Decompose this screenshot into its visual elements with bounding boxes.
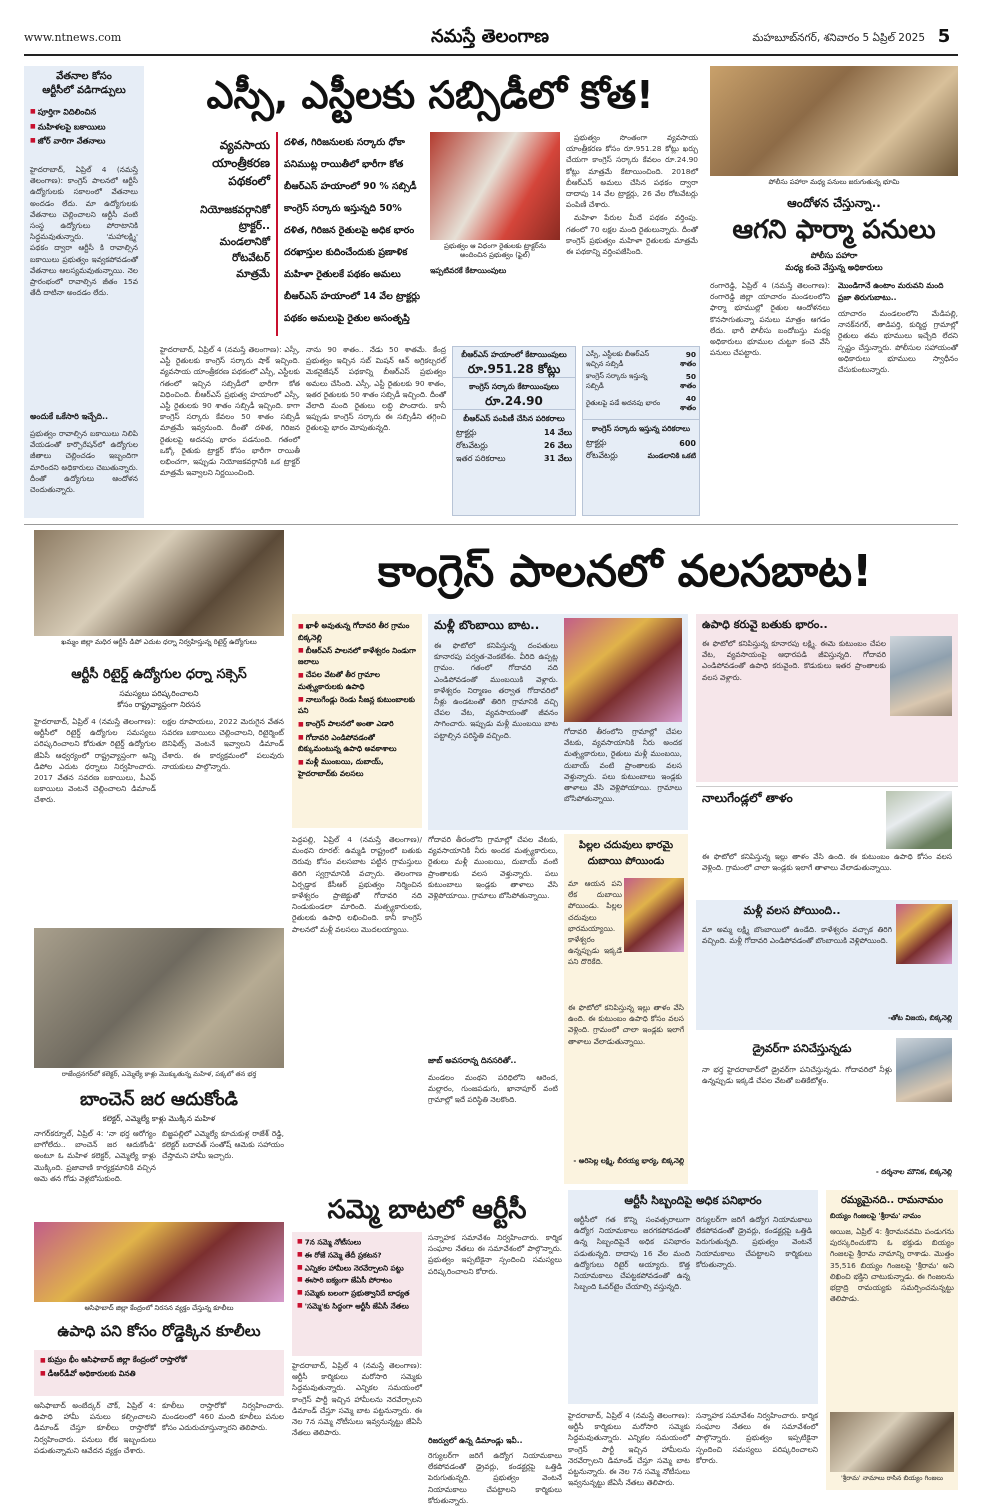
table-row [583,349,699,371]
vijaya-photo [896,904,952,964]
rice-photo-caption: 'శ్రీరామ' నామాలు రాసిన బియ్యం గింజలు [841,1474,943,1482]
bullet-item: ■ 'సమ్మె'కు సిద్ధంగా ఆర్టీసీ జేఏసీ నేతలు [297,1301,417,1312]
story1-body-right [566,132,698,340]
dubai-box [564,834,688,1184]
bullet-item: ■ ఎన్నికల హామీలు నెరవేర్చాలని పట్టు [297,1263,417,1274]
dubai-box-body: మా ఆయన పని లేక దుబాయి పోయిండు. పిల్లల చదువులు భారమయ్యాయి. కాళేశ్వరం ఉన్నప్పుడు ఇక్కడే పని దొరికేది. [568,879,622,967]
rtc-photo-caption: ఖమ్మం జిల్లా మధిర ఆర్టీసీ డిపో ఎదుట ధర్నా నిర్వహిస్తున్న రిటైర్డ్ ఉద్యోగులు [61,638,257,646]
bullet-item: ■ సమ్మెకు బలంగా ప్రభుత్వానిదే బాధ్యత [297,1288,417,1299]
table1-dist-title: బీఆర్ఎస్ పంపిణీ చేసిన పరికరాలు [453,409,575,427]
story3-subhead: జాబ్ అవసరాన్న దినసరితో.. [428,1056,517,1065]
driver-box [696,1034,958,1184]
left-box-title-line2: ఆర్టీసీలో వడిగాడ్పులు [42,85,126,96]
table-row [583,450,699,463]
workload-box [568,1190,818,1404]
table-cell: 90 శాతం [679,350,696,368]
header-rule [24,54,958,56]
story1-body-col3: నాను 90 శాతం.. నేడు 50 శాతమే. కేంద్ర ప్రభుత్వం ఇచ్చిన సబ్ మిషన్ ఆన్ అగ్రికల్చరల్ మెకనైజేషన్ పథకాన్ని బీఆర్ఎస్ ప్రభుత్వం అమలు చేసింది. ఎస్సీ, ఎస్టీ రైతులకు 90 శాతం, ఇతర రైతులకు 50 శాతం సబ్సిడీ ఇచ్చింది. దీంతో వేలాది మంది రైతులు లబ్ధి పొందారు. కానీ ఇప్పుడు కాంగ్రెస్ సర్కారు ఈ సబ్సిడీని తగ్గించి రైతులపై భారం మోపుతున్నది. [306,345,446,433]
mumbai-box-title: మళ్లీ బొంబాయి బాట.. [434,618,540,632]
deck-line: పనిముట్ల రాయితీలో భారీగా కోత [284,159,404,170]
mounika-photo [896,1038,952,1102]
table-cell: ట్రాక్టర్లు [586,438,607,447]
table1-congress-title: కాంగ్రెస్ సర్కారు కేటాయింపులు [453,377,575,393]
table-row [583,437,699,450]
bullet-item: ■ బీఆర్ఎస్ పాలనలో కాళేశ్వరం నిండుగా జలాలు [298,645,416,668]
story2-deck [710,250,958,276]
rtc-protest-photo [34,530,284,636]
table-cell: ఎస్సీ, ఎస్టీలకు బీఆర్ఎస్ ఇచ్చిన సబ్సిడీ [586,350,650,368]
story3-bullets-box [292,614,422,828]
table-cell: 40 శాతం [679,394,696,412]
story1-deck [276,132,422,336]
story7-body: హైదరాబాద్, ఏప్రిల్ 4 (నమస్తే తెలంగాణ): ఆర్టీసీ కార్మికులు మరోసారి సమ్మెకు సిద్ధమవుతున్నారు. ఎన్నికల సమయంలో కాంగ్రెస్ పార్టీ ఇచ్చిన హామీలను నెరవేర్చాలని డిమాండ్ చేస్తూ సమ్మె బాట పట్టనున్నారు. ఈ నెల 7న సమ్మె నోటీసులు ఇవ్వనున్నట్టు జేఏసీ నేతలు తెలిపారు. [292,1361,422,1438]
dateline: మహబూబ్‌నగర్, శనివారం 5 ఏప్రిల్ 2025 [752,32,925,44]
tractor-photo-caption: ప్రభుత్వం ఆ విధంగా రైతులకు ట్రాక్టర్‌ను అందించిన ప్రభుత్వం (ఫైల్) [444,242,546,259]
migration-box-credit: -తోట విజయ, బిక్కనెల్లి [887,1014,952,1022]
story1-headline: ఎస్సీ, ఎస్టీలకు సబ్సిడీలో కోత! [206,73,654,117]
bullet-item: ■ డీఆర్‌డీవో అధికారులకు వినతి [40,1368,278,1380]
table-cell: ఇతర పరికరాలు [456,454,506,463]
story4-headline: ఆర్టీసీ రిటైర్డ్ ఉద్యోగుల ధర్నా సక్సెస్ [71,667,247,682]
deck-line: దళిత, గిరిజన రైతులపై అధిక భారం [284,225,415,236]
story2-body2: యాచారం మండలంలోని మేడిపల్లి, నానక్‌నగర్, తాడిపర్తి, కుర్మిద్ద గ్రామాల్లో రైతులు తమ భూములు ఇచ్చేది లేదని స్పష్టం చేస్తున్నారు. పోలీసుల సహాయంతో అధికారులు భూములు స్వాధీనం చేసుకుంటున్నారు. [838,309,958,375]
tractor-photo [430,132,560,240]
left-bullet: ■ పూర్తిగా విదిలించిన [30,106,140,119]
deck-line: పోలీసు పహారా [810,251,858,260]
lock-box-body: ఈ ఫొటోలో కనిపిస్తున్న ఇల్లు తాళం వేసి ఉంది. ఈ కుటుంబం ఉపాధి కోసం వలస వెళ్లింది. గ్రామంలో చాలా ఇండ్లకు ఇలాగే తాళాలు వేలాడుతున్నాయి. [702,852,952,873]
rama-box [826,1190,958,1490]
story3-body-col2b: మండలం మంథని పరిధిలోని ఆరెంద, మల్లారం, గుంజపడుగు, ఖానాపూర్ వంటి గ్రామాల్లో ఇదే పరిస్థితి నెలకొంది. [428,1073,558,1105]
story5-deck: కలెక్టర్, ఎమ్మెల్యే కాళ్లు మొక్కిన మహిళ [102,1114,216,1123]
woman-photo [624,878,684,952]
farm-photo-caption: పోలీసు పహారా మధ్య పనులు జరుగుతున్న భూమి [768,178,900,186]
mumbai-box [428,614,688,830]
dubai-box-body2: ఈ ఫొటోలో కనిపిస్తున్న ఇల్లు తాళం వేసి ఉంది. ఈ కుటుంబం ఉపాధి కోసం వలస వెళ్లింది. గ్రామంలో చాలా ఇండ్లకు ఇలాగే తాళాలు వేలాడుతున్నాయి. [568,1003,684,1046]
table-cell: 50 శాతం [679,372,696,390]
livelihood-box [696,614,958,782]
story7-subhead: రిజర్వులో ఉన్న డిమాండ్లు ఇవీ.. [428,1436,523,1445]
dubai-box-credit: - అరిసెల్ల లక్ష్మి, బీరయ్య భార్య, బిక్కనెల్లి [573,1157,684,1165]
table-cell: 14 వేలు [543,428,572,437]
table-cell: రోటవేటర్లు [456,441,488,450]
table1-rows [453,427,575,466]
deck-line: బీఆర్ఎస్ హయాంలో 90 % సబ్సిడీ [284,181,417,192]
table-cell: 26 వేలు [543,441,572,450]
workload-box-body2: రెగ్యులర్‌గా జరిగే ఉద్యోగ నియామకాలు లేకపోవడంతో డ్రైవర్లు, కండక్టర్లపై ఒత్తిడి పెరుగుతున్నది. ప్రభుత్వం వెంటనే నియామకాలు చేపట్టాలని కార్మికులు కోరుతున్నారు. [696,1215,812,1269]
story6-headline: ఉపాధి పని కోసం రోడ్డెక్కిన కూలీలు [57,1322,261,1340]
bullet-item: ■ గోదావరి ఎండిపోవడంతో బిక్కుమంటున్న ఉపాధి అవకాశాలు [298,732,416,755]
deck-line: దళిత, గిరిజనులకు సర్కారు ధోకా [284,137,405,148]
story3-bullets [298,620,416,779]
story7-bullets [297,1237,417,1312]
deck-line: మధ్య కంచె వేస్తున్న అధికారులు [785,263,883,272]
deck-line: కాంగ్రెస్ సర్కారు ఇస్తున్నది 50% [284,203,402,214]
rice-grains-photo [830,1412,954,1472]
mumbai-box-body-cont: గోదావరి తీరంలోని గ్రామాల్లో చేపల వేటకు, వ్యవసాయానికి నీరు అందక మత్స్యకారులు, రైతులు మళ్లీ ముంబయి, దుబాయ్ వంటి ప్రాంతాలకు వలస వెళ్తున్నారు. పలు కుటుంబాలు ఇండ్లకు తాళాలు వేసి వెళ్లిపోయాయి. గ్రామాలు బోసిపోతున్నాయి. [564,727,682,804]
table-cell: ట్రాక్టర్లు [456,428,477,437]
website-url: www.ntnews.com [24,31,122,44]
story6-body: ఆసిఫాబాద్ అంబేద్కర్ చౌక్, ఏప్రిల్ 4: ఉపాధి హామీ పనులు కల్పించాలని డిమాండ్ చేస్తూ కూలీలు రాస్తారోకో నిర్వహించారు. పనులు లేక ఇబ్బందులు పడుతున్నామని ఆవేదన వ్యక్తం చేశారు. [34,1401,156,1455]
rama-box-headline: రమ్యమైనది.. రామనామం [840,1195,944,1206]
table2-rows [583,349,699,415]
story2-subhead: మొండిగానే ఉంటాం మరువని మంది ప్రజా తిరుగుబాటు.. [838,281,944,302]
table-row [453,440,575,453]
table-cell: రైతులపై పడే అదనపు భారం [586,399,661,407]
table-row [583,393,699,415]
body-paragraph: మహిళా పేరుల మీదే పథకం వర్తింపు. గతంలో 70 లక్షల మంది రైతులున్నారు. దీంతో కాంగ్రెస్ ప్రభుత్వం మహిళా రైతులకు మాత్రమే ఈ పథకాన్ని వర్తింపజేసింది. [566,213,698,257]
story6-bullets-box [34,1350,284,1396]
lock-box [696,786,958,896]
allocation-table [452,346,576,516]
table2-dist-rows [583,437,699,463]
table-cell: 600 [679,439,696,448]
story1-body: హైదరాబాద్, ఏప్రిల్ 4 (నమస్తే తెలంగాణ): ఎస్సీ, ఎస్టీ రైతులకు కాంగ్రెస్ సర్కారు షాక్ ఇచ్చింది. వ్యవసాయ యాంత్రీకరణ పథకంలో ఎస్సీ, ఎస్టీలకు గతంలో ఇచ్చిన సబ్సిడీలో భారీగా కోత విధించింది. బీఆర్ఎస్ ప్రభుత్వ హయాంలో ఎస్సీ, ఎస్టీ రైతులకు 90 శాతం సబ్సిడీ ఇచ్చింది. కాగా కాంగ్రెస్ సర్కారు కేవలం 50 శాతం సబ్సిడీ మాత్రమే ఇవ్వనుంది. దీంతో దళిత, గిరిజన రైతులపై అదనపు భారం పడనుంది. గతంలో ఒక్కో రైతుకు ట్రాక్టర్ కోసం భారీగా రాయితీ లభించగా, ఇప్పుడు నియోజకవర్గానికి ఒక ట్రాక్టర్ మాత్రమే ఇవ్వాలని నిర్ణయించింది. [160,345,300,478]
bullet-item: ■ నాలుగేండ్లు రెండు సీజన్ల కుటుంబాలకు పని [298,694,416,717]
left-box-body2: ప్రభుత్వం రావాల్సిన బకాయిలు నిలిపి వేయడంతో కార్పొరేషన్‌లో ఉద్యోగుల జీతాలు చెల్లించడం ఇబ్బందిగా మారిందని అధికారులు చెబుతున్నారు. దీంతో ఉద్యోగులు ఆందోళన చెందుతున్నారు. [30,429,138,495]
story4-deck [34,688,284,712]
story5-headline: బాంచెన్ జర ఆదుకోండి [80,1089,238,1110]
bullet-item: ■ ఖాళీ అవుతున్న గోదావరి తీర గ్రామం బిక్కనెల్లి [298,620,416,643]
story7-headline: సమ్మె బాటలో ఆర్టీసీ [327,1195,527,1225]
table-cell: రోటవేటర్లు [586,451,618,460]
section-divider [24,524,958,525]
table1-amount: రూ.951.28 కోట్లు [467,362,561,376]
story7-bullets-box [292,1232,422,1356]
migration-box [696,900,958,1030]
left-box-body1: హైదరాబాద్, ఏప్రిల్ 4 (నమస్తే తెలంగాణ): కాంగ్రెస్ పాలనలో ఆర్టీసీ ఉద్యోగులకు సకాలంలో వేతనాలు అందడం లేదు. మా ఉద్యోగులకు వేతనాలు చెల్లించాలని ఆర్టీసీ వంటి సంస్థ ఉద్యోగులు పోరాటానికి సిద్ధమవుతున్నారు. 'మహాలక్ష్మి' పథకం ద్వారా ఆర్టీసీ కి రావాల్సిన బకాయిలు ప్రభుత్వం ఇవ్వకపోవడంతో వేతనాలు ఆలస్యమవుతున్నాయి. నెల ప్రారంభంలో రావాల్సిన జీతం 15వ తేదీ దాటినా అందడం లేదు. [30,165,138,298]
rama-box-bullet: బియ్యం గింజలపై 'శ్రీరామ' నామం [830,1212,921,1220]
story4-body2: లక్షల రూపాయలు, 2022 మెరుగైన వేతన సవరణ బకాయిలు చెల్లించాలని, రిటైర్మెంట్ బెనిఫిట్స్ వెంటనే ఇవ్వాలని డిమాండ్ చేశారు. ఈ కార్యక్రమంలో పలువురు నాయకులు పాల్గొన్నారు. [162,717,284,771]
story3-body-col2: గోదావరి తీరంలోని గ్రామాల్లో చేపల వేటకు, వ్యవసాయానికి నీరు అందక మత్స్యకారులు, రైతులు మళ్లీ ముంబయి, దుబాయ్ వంటి ప్రాంతాలకు వలస వెళ్తున్నారు. పలు కుటుంబాలు ఇండ్లకు తాళాలు వేసి వెళ్లిపోయాయి. గ్రామాలు బోసిపోతున్నాయి. [428,835,558,901]
driver-box-body: నా భర్త హైదరాబాద్‌లో డ్రైవర్‌గా పనిచేస్తున్నడు. గోదావరిలో నీళ్లు ఉన్నప్పుడు ఇక్కడే చేపల వేటతో బతికేటోళ్లం. [702,1065,892,1086]
table1-title: బీఆర్ఎస్ హయాంలో కేటాయింపులు [461,350,567,359]
story3-body-col1: పెద్దపల్లి, ఏప్రిల్ 4 (నమస్తే తెలంగాణ)/ మంథని రూరల్: ఉమ్మడి రాష్ట్రంలో బతుకు దెరువు కోసం వలసబాట పట్టిన గ్రామస్తులు తిరిగి స్వగ్రామానికి వచ్చారు. తెలంగాణ ఏర్పడ్డాక కేసీఆర్ ప్రభుత్వం నిర్మించిన కాళేశ్వరం ప్రాజెక్టుతో గోదావరి నది నిండుకుండలా మారింది. మత్స్యకారులకు, రైతులకు ఉపాధి లభించింది. కానీ కాంగ్రెస్ పాలనలో మళ్లీ వలసలు మొదలయ్యాయి. [292,835,422,934]
left-box-subhead: అందుకే ఒకేసారి ఇచ్చేది.. [30,412,109,421]
deck-line: కోసం రాష్ట్రవ్యాప్తంగా నిరసన [117,700,201,709]
livelihood-box-body: ఈ ఫొటోలో కనిపిస్తున్న కూనారపు లక్ష్మి. ఈమె కుటుంబం చేపల వేట, వ్యవసాయంపై ఆధారపడి జీవిస్తున్నది. గోదావరి ఎండిపోవడంతో ఉపాధి కరువైంది. కొడుకులు ఇతర ప్రాంతాలకు వలస వెళ్లారు. [702,639,886,682]
workload-box-body: ఆర్టీసీలో గత కొన్ని సంవత్సరాలుగా ఉద్యోగ నియామకాలు జరగకపోవడంతో ఉన్న సిబ్బందిపైనే అధిక పనిభారం పడుతున్నది. దాదాపు 16 వేల మంది ఉద్యోగులు రిటైర్ అయ్యారు. కొత్త నియామకాలు చేపట్టకపోవడంతో ఉన్న సిబ్బంది ఓవర్‌టైం చేయాల్సి వస్తున్నది. [574,1215,690,1292]
side-label: యాంత్రీకరణ [212,156,270,170]
page-number: 5 [937,26,951,47]
bullet-item: ■ కాంగ్రెస్ పాలనలో అంతా ఎడారి [298,718,416,730]
left-box-title [24,70,144,100]
driver-box-credit: - దర్శనాల మౌనిక, బిక్కనెల్లి [875,1168,952,1176]
collector-photo [34,928,284,1068]
couple-photo [564,618,682,722]
laborers-photo-caption: ఆసిఫాబాద్ జిల్లా కేంద్రంలో నిరసన వ్యక్తం చేస్తున్న కూలీలు [84,1304,234,1312]
masthead: నమస్తే తెలంగాణ [431,26,549,47]
small-caption: ఇప్పటివరకే కేటాయింపులు [430,266,507,275]
collector-photo-caption: రాజేంద్రనగర్‌లో కలెక్టర్, ఎమ్మెల్యే కాళ్లు మొక్కుతున్న మహిళ, పక్కలో తన భర్త [61,1070,257,1078]
deck-line: సమస్యలు పరిష్కరించాలని [119,689,199,698]
side-label: రోటవేటర్ [231,252,270,264]
bullet-item: ■ మళ్లీ ముంబయి, దుబాయ్, హైదరాబాద్‌కు వలసలు [298,756,416,779]
dubai-box-title: పిల్లల చదువులు భారమై దుబాయి పోయిండు [578,840,674,867]
side-label: మండలానికో [219,236,270,248]
deck-line: మహిళా రైతులకే పథకం అమలు [284,269,401,280]
driver-box-title: డ్రైవర్‌గా పనిచేస్తున్నడు [752,1042,852,1055]
bullet-item: ■ ఈసారి ఐక్యంగా జేఏసీ పోరాటం [297,1275,417,1286]
bullet-item: ■ కుమ్రం భీం ఆసిఫాబాద్ జిల్లా కేంద్రంలో రాస్తారోకో [40,1354,278,1366]
table2-dist-title: కాంగ్రెస్ సర్కారు ఇస్తున్న పరికరాలు [583,419,699,437]
story7-body2: సన్నాహక సమావేశం నిర్వహించారు. కార్మిక సంఘాల నేతలు ఈ సమావేశంలో పాల్గొన్నారు. ప్రభుత్వం ఇప్పటికైనా స్పందించి సమస్యలు పరిష్కరించాలని కోరారు. [428,1233,562,1276]
side-label: ట్రాక్టర్.. [238,220,270,232]
left-box-title-line1: వేతనాల కోసం [56,71,112,82]
story6-body2: కూలీలు రాస్తారోకో నిర్వహించారు. మండలంలో 460 మంది కూలీలు పనుల కోసం ఎదురుచూస్తున్నారని తెలిపారు. [162,1401,284,1433]
story5-body: నాగర్‌కర్నూల్, ఏప్రిల్ 4: 'నా భర్త ఆరోగ్యం బాగోలేదు.. బాంచెన్ జర ఆదుకోండి' అంటూ ఓ మహిళ కలెక్టర్, ఎమ్మెల్యే కాళ్లు మొక్కింది. ప్రజావాణి కార్యక్రమానికి వచ్చిన ఆమె తన గోడు వెళ్లబోసుకుంది. [34,1129,156,1183]
body-paragraph: ప్రభుత్వం సొంతంగా వ్యవసాయ యాంత్రీకరణ కోసం రూ.951.28 కోట్లు ఖర్చు చేయగా కాంగ్రెస్ సర్కారు కేవలం రూ.24.90 కోట్లు మాత్రమే కేటాయించింది. 2018లో బీఆర్ఎస్ అమలు చేసిన పథకం ద్వారా దాదాపు 14 వేల ట్రాక్టర్లు, 26 వేల రోటవేటర్లు పంపిణీ చేశారు. [566,133,698,210]
table1-congress-amount: రూ.24.90 [485,394,543,408]
table-cell: 31 వేలు [543,454,572,463]
side-label: వ్యవసాయ [219,138,270,152]
migration-box-body: మా అమ్మ లక్ష్మి బొంబాయిలో ఉండేది. కాళేశ్వరం వచ్చాక తిరిగి వచ్చింది. మళ్లీ గోదావరి ఎండిపోవడంతో బొంబాయికి వెళ్లిపోయింది. [702,925,892,946]
left-box-bullets [30,106,140,160]
table-row [453,453,575,466]
table-cell: కాంగ్రెస్ సర్కారు ఇస్తున్న సబ్సిడీ [586,372,648,390]
old-woman-photo [890,636,952,716]
deck-line: బీఆర్ఎస్ హయాంలో 14 వేల ట్రాక్టర్లు [284,291,420,302]
lock-box-title: నాలుగేండ్లలో తాళం [702,791,793,805]
mumbai-box-body: ఈ ఫొటోలో కనిపిస్తున్న దంపతులు కూనారపు పర్వత-వెంకటేశం. వీరిది ఉప్పట్ల గ్రామం. గతంలో గోదావరి నది ఎండిపోవడంతో ముంబయికి వెళ్లారు. కాళేశ్వరం నిర్మాణం తర్వాత గోదావరిలో నీళ్లు ఉండటంతో తిరిగి గ్రామానికి వచ్చి చేపల వేట, వ్యవసాయంతో జీవనం సాగించారు. ఇప్పుడు మళ్లీ ముంబయి బాట పట్టాల్సిన పరిస్థితి వచ్చింది. [434,641,558,740]
left-bullet: ■ జోర్ వారిగా వేతనాలు [30,135,140,148]
bullet-item: ■ చేపల వేటతో తీర గ్రామాల మత్స్యకారులకు ఉపాధి [298,669,416,692]
story6-bullets [40,1354,278,1379]
deck-line: పథకం అమలుపై రైతుల అసంతృప్తి [284,313,410,324]
left-column-box [24,66,144,518]
side-label: నియోజకవర్గానికో [200,204,270,216]
table-cell: మండలానికి ఒకటి [647,451,696,460]
story2-body: రంగారెడ్డి, ఏప్రిల్ 4 (నమస్తే తెలంగాణ): రంగారెడ్డి జిల్లా యాచారం మండలంలోని ఫార్మా భూముల్లో రైతుల ఆందోళనలు కొనసాగుతున్నా పనులు మాత్రం ఆగడం లేదు. భారీ పోలీసు బందోబస్తు మధ్య అధికారులు భూముల చుట్టూ కంచె వేసే పనులు చేపట్టారు. [710,281,830,358]
subsidy-table [582,346,700,516]
farm-land-photo [710,66,958,176]
rama-box-body: ఆయిజ, ఏప్రిల్ 4: శ్రీరామనవమి పండుగను పురస్కరించుకొని ఓ భక్తుడు బియ్యం గింజలపై శ్రీరామ నామాన్ని రాశాడు. మొత్తం 35,516 బియ్యం గింజలపై 'శ్రీరామ' అని లిఖించి భక్తిని చాటుకున్నాడు. ఈ గింజలను భద్రాద్రి రామయ్యకు సమర్పించనున్నట్టు తెలిపాడు. [830,1227,954,1304]
laborers-photo [34,1222,284,1302]
deck-line: దరఖాస్తుల కుదించేందుకు ప్రణాళిక [284,247,408,258]
bullet-item: ■ 7న సమ్మె నోటీసులు [297,1237,417,1248]
side-label: మాత్రమే [236,268,270,280]
table-row [583,371,699,393]
story2-kicker: ఆందోళన చేస్తున్నా.. [787,196,881,210]
migration-box-title: మళ్లీ వలస పోయింది.. [743,904,841,917]
story7-body-cont: రెగ్యులర్‌గా జరిగే ఉద్యోగ నియామకాలు లేకపోవడంతో డ్రైవర్లు, కండక్టర్లపై ఒత్తిడి పెరుగుతున్నది. ప్రభుత్వం వెంటనే నియామకాలు చేపట్టాలని కార్మికులు కోరుతున్నారు. [428,1451,562,1505]
story1-side-labels [160,136,270,316]
story4-body: హైదరాబాద్, ఏప్రిల్ 4 (నమస్తే తెలంగాణ): ఆర్టీసీలో రిటైర్డ్ ఉద్యోగుల సమస్యలు పరిష్కరించాలని కోరుతూ రిటైర్డ్ ఉద్యోగుల జేఏసీ ఆధ్వర్యంలో రాష్ట్రవ్యాప్తంగా అన్ని డిపోల ఎదుట ధర్నాలు నిర్వహించారు. 2017 వేతన సవరణ బకాయిలు, పీఎఫ్ బకాయిలు వెంటనే చెల్లించాలని డిమాండ్ చేశారు. [34,717,156,805]
bullet-item: ■ ఈ రోజే సమ్మె తేదీ ప్రకటన? [297,1250,417,1261]
left-bullet: ■ మహిళలపై బకాయిలు [30,121,140,134]
locked-house-photo [886,791,952,849]
side-label: పథకంలో [228,174,270,188]
table-row [453,427,575,440]
story3-headline: కాంగ్రెస్ పాలనలో వలసబాట! [377,546,873,597]
livelihood-box-title: ఉపాధి కరువై బతుకు భారం.. [702,618,828,631]
workload-box-title: ఆర్టీసీ సిబ్బందిపై అధిక పనిభారం [624,1194,762,1207]
story5-body2: బిజ్జపల్లిలో ఎమ్మెల్యే కూచుకుళ్ల రాజేశ్ రెడ్డి, కలెక్టర్ బదావత్ సంతోష్ ఆమెకు సహాయం చేస్తామని హామీ ఇచ్చారు. [162,1129,284,1161]
story7-extra1: హైదరాబాద్, ఏప్రిల్ 4 (నమస్తే తెలంగాణ): ఆర్టీసీ కార్మికులు మరోసారి సమ్మెకు సిద్ధమవుతున్నారు. ఎన్నికల సమయంలో కాంగ్రెస్ పార్టీ ఇచ్చిన హామీలను నెరవేర్చాలని డిమాండ్ చేస్తూ సమ్మె బాట పట్టనున్నారు. ఈ నెల 7న సమ్మె నోటీసులు ఇవ్వనున్నట్టు జేఏసీ నేతలు తెలిపారు. [568,1411,690,1488]
story7-extra2: సన్నాహక సమావేశం నిర్వహించారు. కార్మిక సంఘాల నేతలు ఈ సమావేశంలో పాల్గొన్నారు. ప్రభుత్వం ఇప్పటికైనా స్పందించి సమస్యలు పరిష్కరించాలని కోరారు. [696,1411,818,1465]
story2-headline: ఆగని ఫార్మా పనులు [732,215,936,245]
